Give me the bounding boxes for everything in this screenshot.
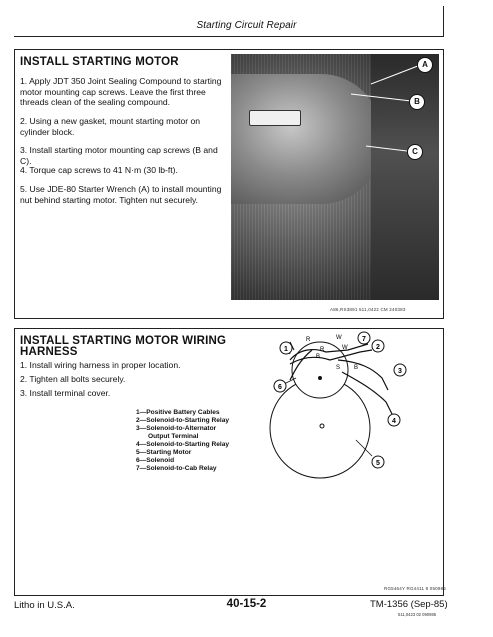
callout-7: 7: [362, 336, 366, 343]
wire-label-w: W: [336, 335, 342, 341]
callout-c: C: [407, 144, 423, 160]
legend-item-3-cont: Output Terminal: [148, 433, 199, 440]
step-4: 4. Torque cap screws to 41 N·m (30 lb-ft).: [20, 165, 178, 175]
wire-label-r2: R: [320, 347, 325, 353]
header-vertical-rule: [443, 6, 444, 37]
page-header-title: Starting Circuit Repair: [196, 20, 297, 31]
legend-item-3: 3—Solenoid-to-Alternator: [136, 425, 217, 432]
legend-item-4: 4—Solenoid-to-Starting Relay: [136, 441, 230, 448]
callout-6: 6: [278, 384, 282, 391]
callout-2: 2: [376, 344, 380, 351]
cable-4: [342, 372, 392, 414]
step-2: 2. Using a new gasket, mount starting motor on cylinder block.: [20, 116, 201, 137]
callout-5: 5: [376, 460, 380, 467]
section-title-wiring-harness-line2: HARNESS: [20, 346, 78, 358]
photo-reference-code: A86,RS3891 511,0422 CM 240383: [330, 307, 406, 312]
legend-item-1: 1—Positive Battery Cables: [136, 409, 220, 416]
footer-sub-code: 511,0423 02 090985: [398, 612, 437, 617]
footer-page-number: 40-15-2: [226, 598, 267, 610]
terminal-label-b2: B: [354, 365, 359, 371]
harness-step-2: 2. Tighten all bolts securely.: [20, 374, 126, 384]
legend-item-2: 2—Solenoid-to-Starting Relay: [136, 417, 230, 424]
callout-4: 4: [392, 418, 396, 425]
callout-b: B: [409, 94, 425, 110]
starting-motor-photo: [231, 54, 439, 300]
callout-leaders: [231, 54, 439, 300]
section-title-install-starting-motor: INSTALL STARTING MOTOR: [20, 56, 179, 68]
legend-item-5: 5—Starting Motor: [136, 449, 192, 456]
diagram-reference-code: RG5464Y RG4411 8 050985: [384, 586, 446, 591]
header-rule: [14, 36, 443, 37]
section-title-wiring-harness-line1: INSTALL STARTING MOTOR WIRING: [20, 335, 227, 347]
legend-item-7: 7—Solenoid-to-Cab Relay: [136, 465, 217, 472]
step-1: 1. Apply JDT 350 Joint Sealing Compound to starting motor mounting cap screws. Leave the first three threads clean of the sealing compound.: [20, 76, 222, 107]
harness-step-3: 3. Install terminal cover.: [20, 388, 111, 398]
terminal-label-b: B: [316, 354, 321, 360]
footer-litho: Litho in U.S.A.: [14, 600, 75, 611]
wire-label-w2: W: [342, 345, 348, 351]
step-3: 3. Install starting motor mounting cap screws (B and C).: [20, 145, 218, 166]
wire-label-r: R: [306, 337, 311, 343]
callout-a: A: [417, 57, 433, 73]
harness-step-1: 1. Install wiring harness in proper location.: [20, 360, 181, 370]
footer-manual-id: TM-1356 (Sep-85): [370, 599, 448, 610]
legend-item-6: 6—Solenoid: [136, 457, 175, 464]
terminal-label-s: S: [336, 365, 341, 371]
callout-1: 1: [284, 346, 288, 353]
wiring-harness-diagram: [260, 330, 410, 540]
step-5: 5. Use JDE-80 Starter Wrench (A) to install mounting nut behind starting motor. Tighten nut securely.: [20, 184, 222, 205]
callout-3: 3: [398, 368, 402, 375]
